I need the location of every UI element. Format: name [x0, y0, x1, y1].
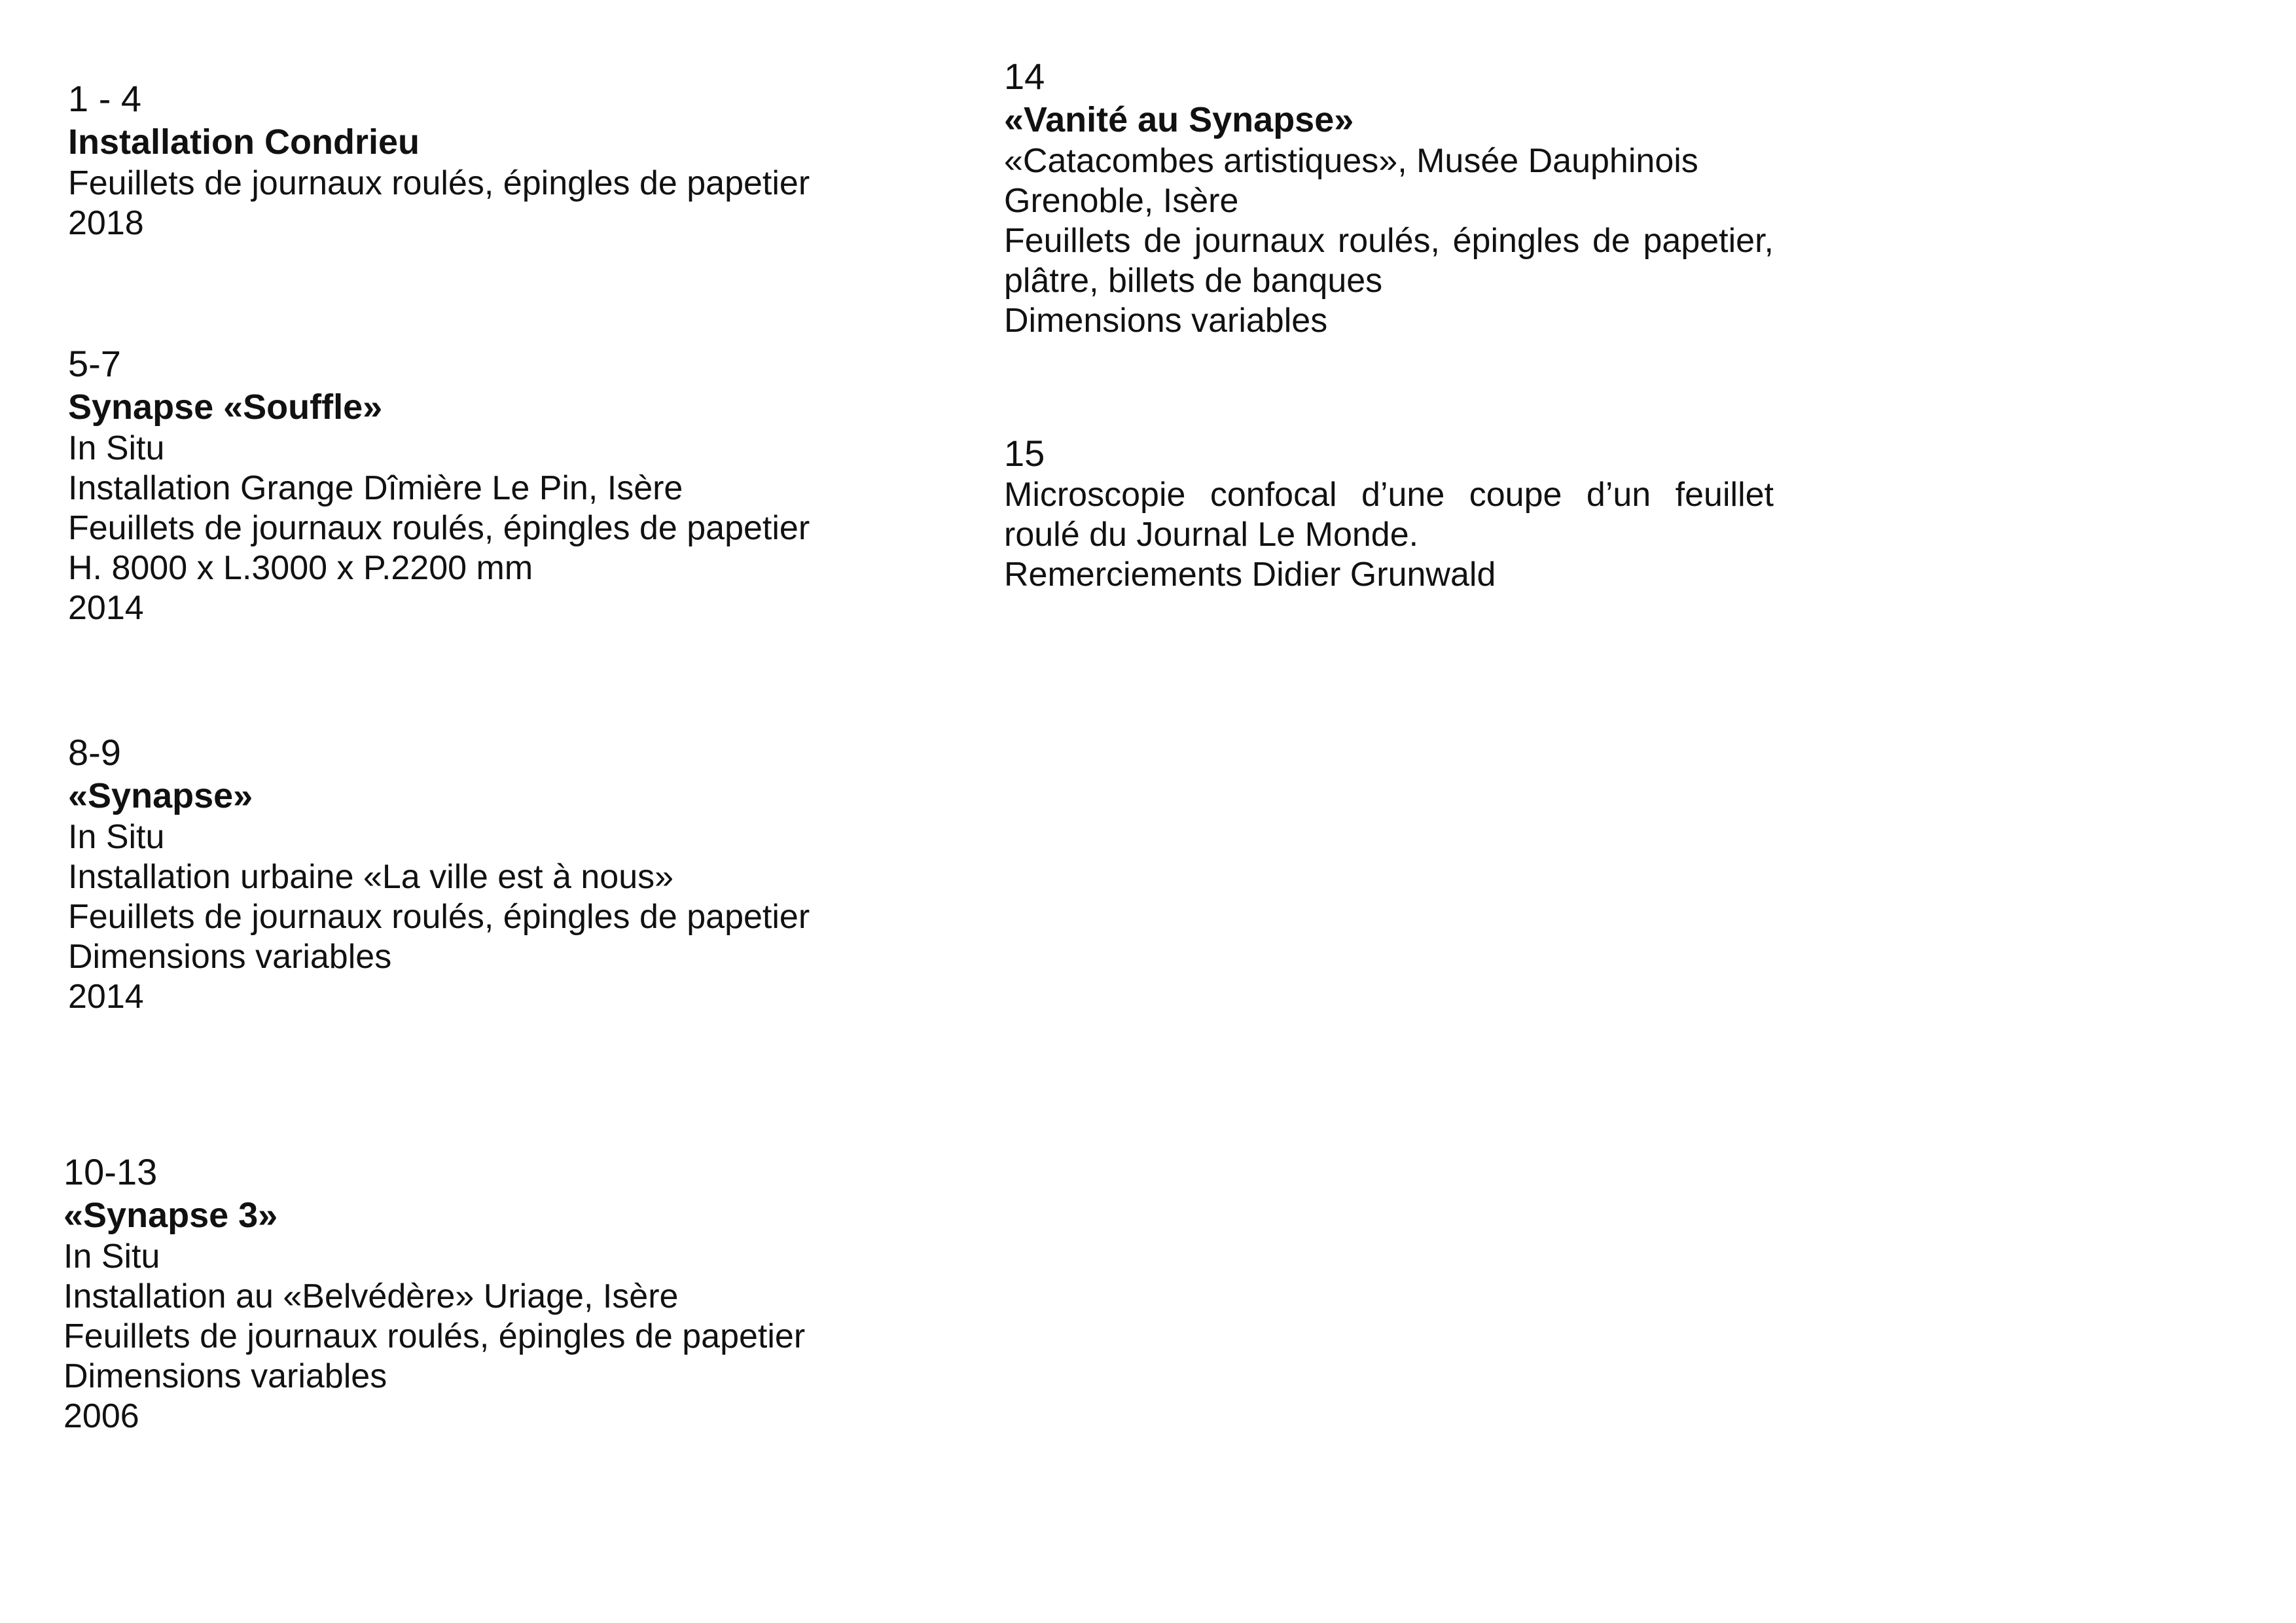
caption-entry [68, 77, 840, 243]
entry-title: «Vanité au Synapse» [1004, 100, 1354, 139]
entry-title: Synapse «Souffle» [68, 387, 383, 427]
entry-title: «Synapse» [68, 776, 253, 815]
entry-dimensions: H. 8000 x L.3000 x P.2200 mm [68, 549, 533, 587]
caption-entry [1004, 432, 1774, 595]
entry-dimensions: Dimensions variables [63, 1357, 387, 1395]
entry-number: 14 [1004, 56, 1045, 97]
entry-context: In Situ [68, 429, 165, 467]
entry-number: 8-9 [68, 732, 121, 773]
caption-entry [1004, 55, 1774, 341]
entry-location: Installation urbaine «La ville est à nous» [68, 858, 674, 896]
entry-title: Installation Condrieu [68, 122, 420, 162]
entry-location: Installation Grange Dîmière Le Pin, Isère [68, 469, 683, 507]
entry-credits: Remerciements Didier Grunwald [1004, 556, 1496, 594]
entry-year: 2018 [68, 204, 144, 242]
entry-year: 2006 [63, 1397, 139, 1435]
caption-entry [63, 1150, 836, 1436]
entry-number: 5-7 [68, 343, 121, 384]
entry-title: «Synapse 3» [63, 1196, 278, 1235]
entry-materials: Feuillets de journaux roulés, épingles de papetier [68, 509, 810, 547]
entry-location: Installation au «Belvédère» Uriage, Isère [63, 1277, 679, 1315]
entry-dimensions: Dimensions variables [68, 938, 392, 976]
entry-materials: Feuillets de journaux roulés, épingles de papetier [68, 898, 810, 936]
entry-dimensions: Dimensions variables [1004, 302, 1328, 340]
entry-exhibition: «Catacombes artistiques», Musée Dauphinois [1004, 142, 1698, 180]
entry-number: 1 - 4 [68, 78, 142, 119]
entry-context: In Situ [63, 1238, 160, 1275]
entry-materials: Feuillets de journaux roulés, épingles de papetier, plâtre, billets de banques [1004, 222, 1774, 300]
entry-number: 10-13 [63, 1151, 158, 1192]
entry-description: Microscopie confocal d’une coupe d’un feuillet roulé du Journal Le Monde. [1004, 476, 1774, 554]
entry-year: 2014 [68, 589, 144, 627]
entry-materials: Feuillets de journaux roulés, épingles de papetier [63, 1317, 806, 1355]
caption-entry [68, 342, 840, 628]
entry-number: 15 [1004, 433, 1045, 474]
entry-location: Grenoble, Isère [1004, 182, 1239, 220]
caption-entry [68, 731, 840, 1017]
entry-materials: Feuillets de journaux roulés, épingles de papetier [68, 164, 810, 202]
entry-context: In Situ [68, 818, 165, 856]
entry-year: 2014 [68, 978, 144, 1016]
